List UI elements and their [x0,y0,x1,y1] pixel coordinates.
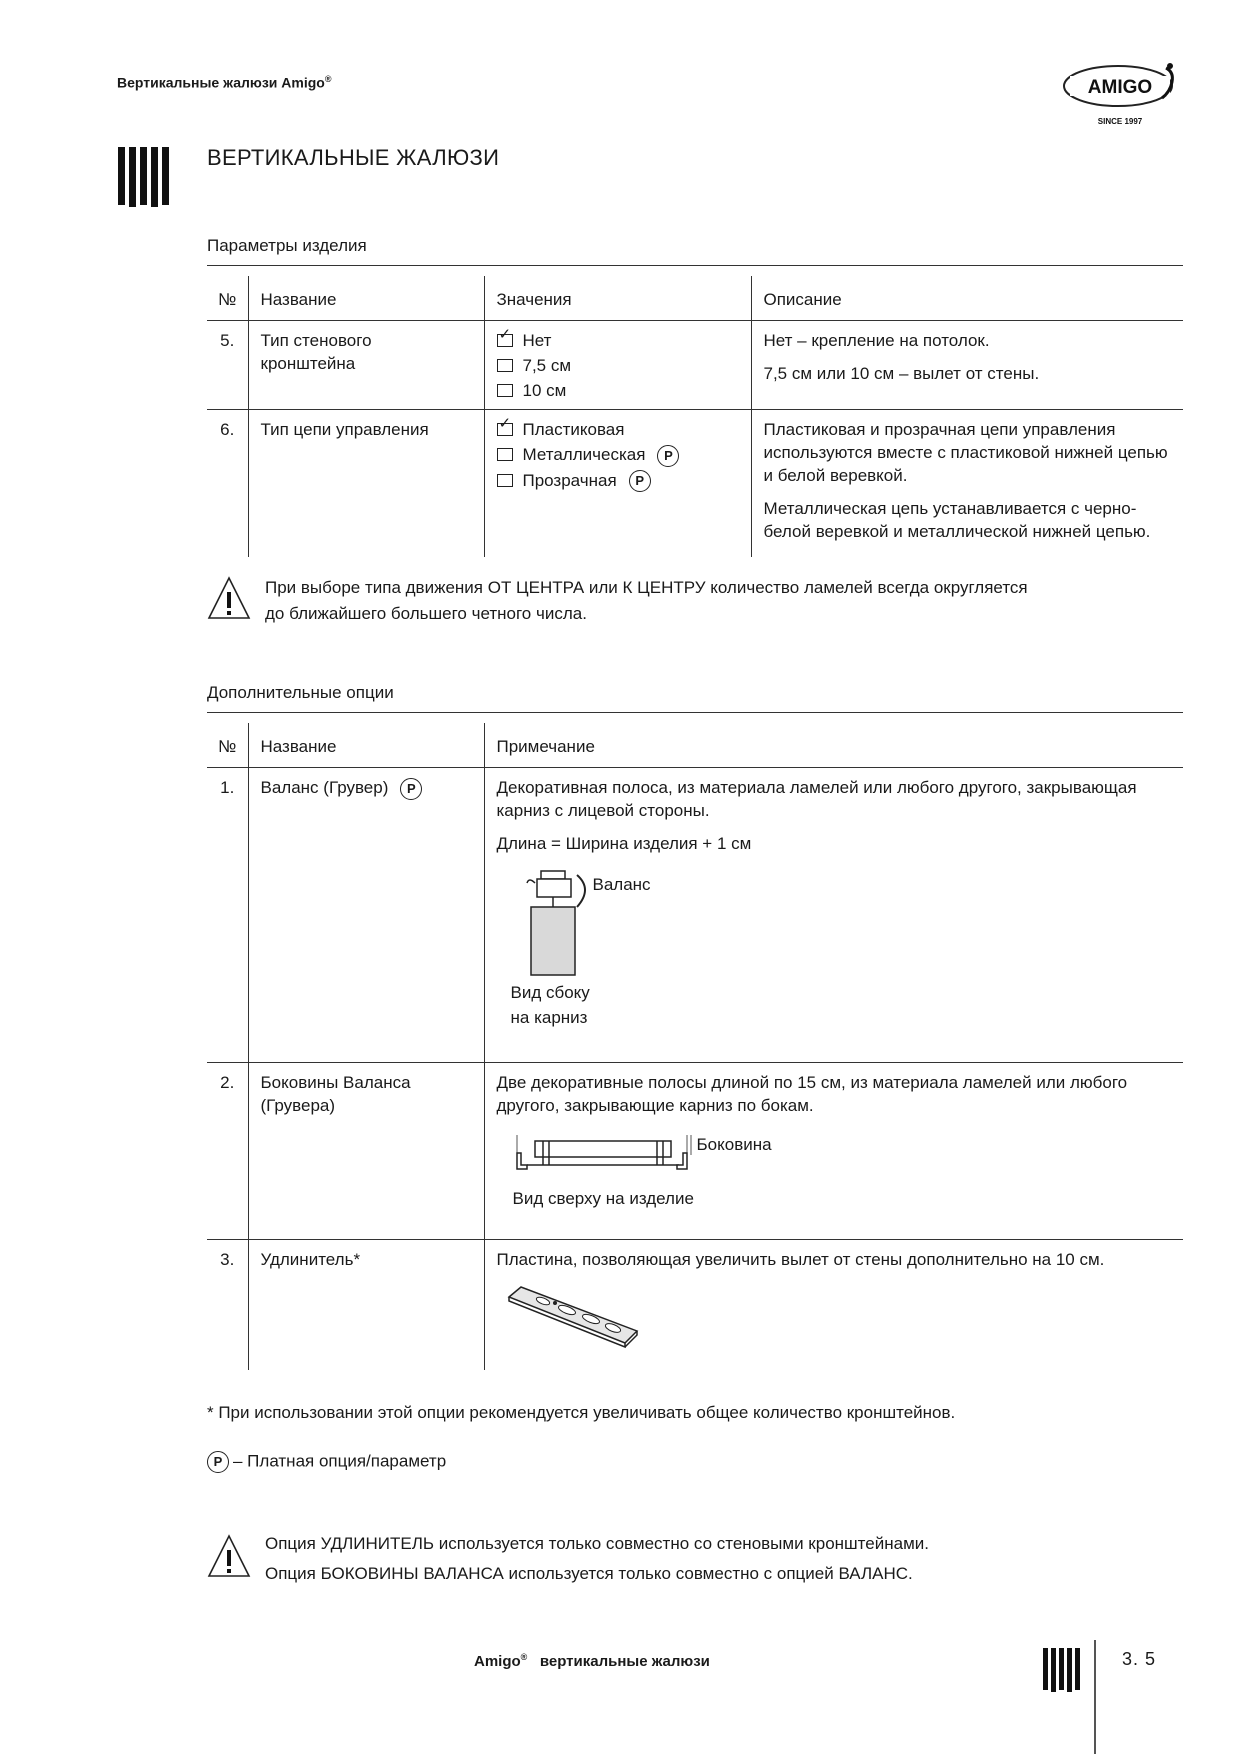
diagram-label: Валанс [592,875,651,894]
row-note: Пластина, позволяющая увеличить вылет от стены дополнительно на 10 см. [484,1240,1183,1370]
table-row [207,1063,1183,1240]
option-item: 7,5 см [497,354,741,377]
checkbox-checked-icon [497,334,513,347]
page-number: 3. 5 [1122,1649,1157,1669]
option-item: Металлическая P [497,443,741,467]
header-title: Вертикальные жалюзи Amigo® [117,74,332,91]
valance-side-diagram [497,865,1174,1040]
option-item: Прозрачная P [497,469,741,493]
row-note: Декоративная полоса, из материала ламелей или любого другого, закрывающая карниз с лицевой стороны. Длина = Ширина изделия + 1 см Валанс Вид сбоку на карниз [484,768,1183,1063]
checkbox-icon [497,474,513,487]
table-row [207,410,1183,557]
warning-note [207,1533,1183,1593]
row-description: Нет – крепление на потолок. 7,5 см или 10 см – вылет от стены. [751,321,1183,410]
diagram-caption: Вид сбоку на карниз [510,983,590,1027]
col-values: Значения [484,276,751,321]
option-item: 10 см [497,379,741,402]
side-panels-diagram-icon [513,1133,693,1183]
paid-option-icon: P [657,445,679,467]
extras-table [207,723,1183,1370]
row-number: 6. [220,420,235,439]
table-row [207,1240,1183,1370]
valance-sides-diagram [497,1127,1174,1227]
warning-icon [207,575,251,621]
row-number: 5. [207,321,248,410]
warning-text-line: Опция УДЛИНИТЕЛЬ используется только совместно со стеновыми кронштейнами. [265,1534,929,1553]
col-note: Примечание [484,723,1183,768]
paid-option-icon: P [400,778,422,800]
col-name: Название [248,276,484,321]
warning-note [207,575,1183,631]
checkbox-icon [497,384,513,397]
blinds-icon [118,147,172,207]
row-number: 3. [220,1250,235,1269]
params-table [207,276,1183,557]
col-num: № [207,276,248,321]
row-name: Удлинитель* [248,1240,484,1370]
checkbox-icon [497,359,513,372]
blinds-icon [1043,1648,1083,1692]
warning-text-line: до ближайшего большего четного числа. [265,604,587,623]
checkbox-checked-icon [497,423,513,436]
extender-plate-icon [503,1281,643,1351]
paid-legend: P – Платная опция/параметр [207,1451,446,1473]
option-item: ✓Нет [497,329,741,352]
row-options [484,321,751,410]
col-name: Название [248,723,484,768]
svg-text:AMIGO: AMIGO [1087,77,1153,98]
section-title-params: Параметры изделия [207,236,367,255]
amigo-logo [1060,58,1184,130]
warning-text-line: Опция БОКОВИНЫ ВАЛАНСА используется только совместно с опцией ВАЛАНС. [265,1564,913,1583]
divider [207,712,1183,713]
row-name: Валанс (Грувер) P [248,768,484,1063]
table-row [207,321,1183,410]
row-description: Пластиковая и прозрачная цепи управления используются вместе с пластиковой нижней цепью и белой веревкой. Металлическая цепь устанавливается с черно-белой веревкой и металлической нижней цепью. [751,410,1183,557]
warning-icon [207,1533,251,1579]
row-name: Тип цепи управления [248,410,484,557]
svg-text:SINCE 1997: SINCE 1997 [1097,117,1143,126]
diagram-label: Боковина [696,1135,772,1154]
table-row [207,768,1183,1063]
row-name: Тип стенового кронштейна [248,321,484,410]
row-note: Две декоративные полосы длиной по 15 см, из материала ламелей или любого другого, закрывающие карниз по бокам. Боковина Вид сверху на изделие [484,1063,1183,1240]
footer-text: Amigo® вертикальные жалюзи [474,1652,710,1670]
footer-divider [1094,1640,1096,1754]
diagram-caption: Вид сверху на изделие [512,1189,694,1208]
option-item: ✓ Пластиковая [497,418,741,441]
col-description: Описание [751,276,1183,321]
page-title: ВЕРТИКАЛЬНЫЕ ЖАЛЮЗИ [207,145,500,170]
paid-option-icon: P [629,470,651,492]
warning-text-line: При выборе типа движения ОТ ЦЕНТРА или К ЦЕНТРУ количество ламелей всегда округляется [265,578,1028,597]
checkbox-icon [497,448,513,461]
section-title-extras: Дополнительные опции [207,683,394,702]
col-num: № [207,723,248,768]
row-number: 1. [207,768,248,1063]
footnote: * При использовании этой опции рекомендуется увеличивать общее количество кронштейнов. [207,1403,956,1422]
paid-option-icon: P [207,1451,229,1473]
row-name: Боковины Валанса (Грувера) [248,1063,484,1240]
row-number: 2. [207,1063,248,1240]
row-options [484,410,751,557]
divider [207,265,1183,266]
